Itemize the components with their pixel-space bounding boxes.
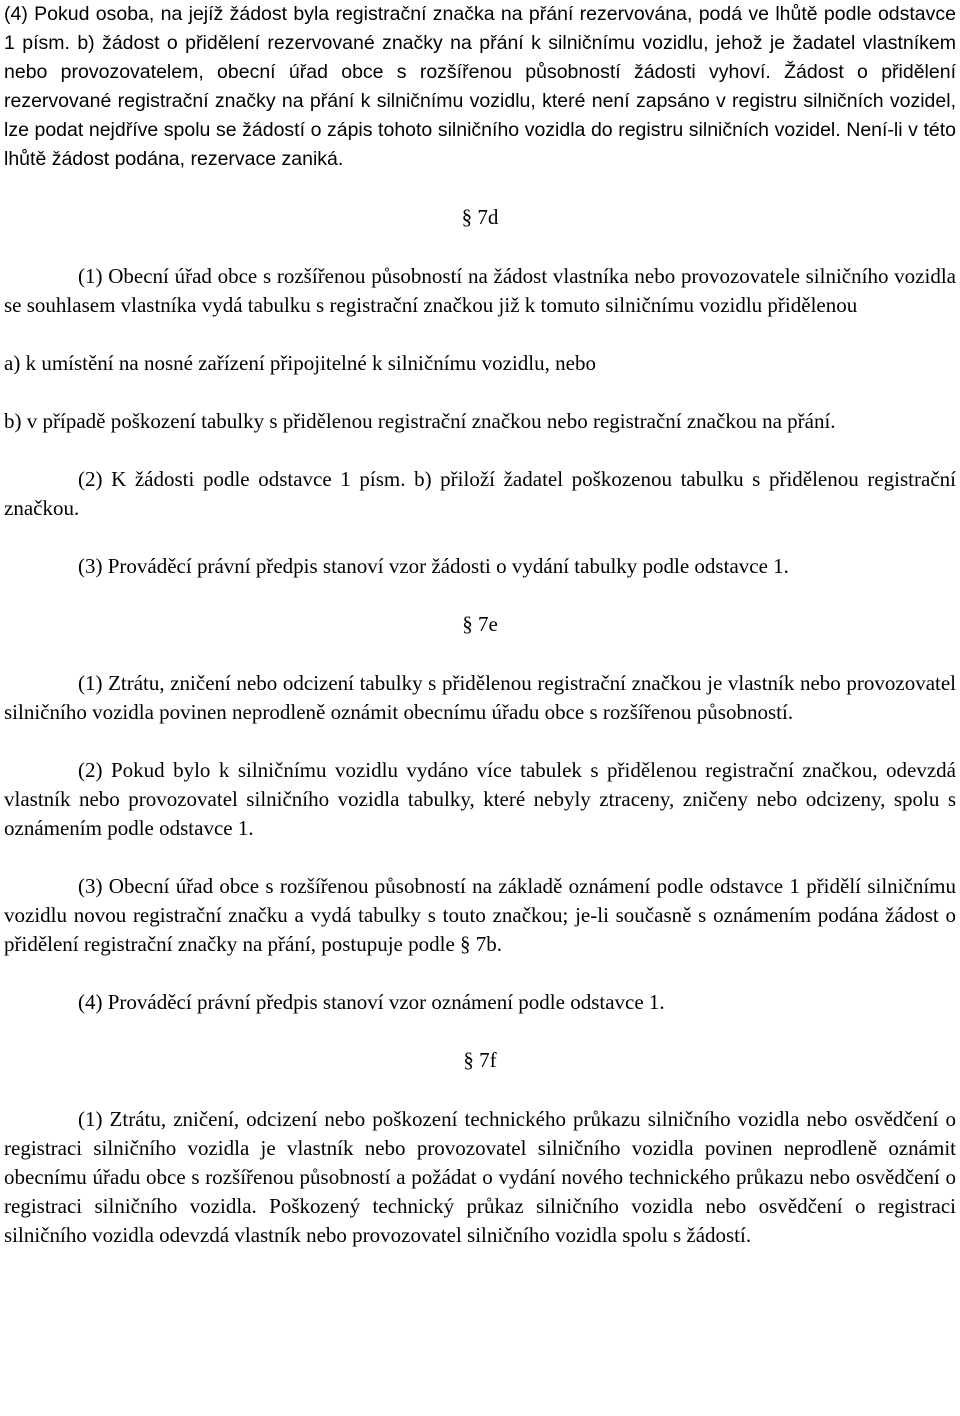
section-7f-paragraph-1: (1) Ztrátu, zničení, odcizení nebo poškození technického průkazu silničního vozidla nebo osvědčení o registraci silničního vozidla je vlastník nebo provozovatel silničního vozidla povinen neprodleně oznámit obecnímu úřadu obce s rozšířenou působností a požádat o vydání nového technického průkazu nebo osvědčení o registraci silničního vozidla. Poškozený technický průkaz silničního vozidla nebo osvědčení o registraci silničního vozidla odevzdá vlastník nebo provozovatel silničního vozidla spolu s žádostí.: [4, 1107, 956, 1247]
section-7e-paragraph-1: (1) Ztrátu, zničení nebo odcizení tabulky s přidělenou registrační značkou je vlastník nebo provozovatel silničního vozidla povinen neprodleně oznámit obecnímu úřadu obce s rozšířenou působností.: [4, 671, 956, 724]
document-page: [4, 0, 956, 1250]
section-heading-7e: § 7e: [462, 612, 498, 636]
section-7d-item-a: a) k umístění na nosné zařízení připojitelné k silničnímu vozidlu, nebo: [4, 351, 596, 375]
section-7d-paragraph-3: (3) Prováděcí právní předpis stanoví vzor žádosti o vydání tabulky podle odstavce 1.: [78, 554, 789, 578]
section-7d-paragraph-2: (2) K žádosti podle odstavce 1 písm. b) přiloží žadatel poškozenou tabulku s přidělenou registrační značkou.: [4, 467, 956, 520]
section-7e-paragraph-4: (4) Prováděcí právní předpis stanoví vzor oznámení podle odstavce 1.: [78, 990, 665, 1014]
section-7e-paragraph-2: (2) Pokud bylo k silničnímu vozidlu vydáno více tabulek s přidělenou registrační značkou, odevzdá vlastník nebo provozovatel silničního vozidla tabulky, které nebyly ztraceny, zničeny nebo odcizeny, spolu s oznámením podle odstavce 1.: [4, 758, 956, 840]
intro-paragraph: (4) Pokud osoba, na jejíž žádost byla registrační značka na přání rezervována, podá ve lhůtě podle odstavce 1 písm. b) žádost o přidělení rezervované značky na přání k silničnímu vozidlu, jehož je žadatel vlastníkem nebo provozovatelem, obecní úřad obce s rozšířenou působností žádosti vyhoví. Žádost o přidělení rezervované registrační značky na přání k silničnímu vozidlu, které není zapsáno v registru silničních vozidel, lze podat nejdříve spolu se žádostí o zápis tohoto silničního vozidla do registru silničních vozidel. Není-li v této lhůtě žádost podána, rezervace zaniká.: [4, 3, 956, 170]
section-heading-7f: § 7f: [463, 1048, 497, 1072]
section-7e-paragraph-3: (3) Obecní úřad obce s rozšířenou působností na základě oznámení podle odstavce 1 přidělí silničnímu vozidlu novou registrační značku a vydá tabulky s touto značkou; je-li současně s oznámením podána žádost o přidělení registrační značky na přání, postupuje podle § 7b.: [4, 874, 956, 956]
section-heading-7d: § 7d: [461, 205, 499, 229]
section-7d-item-b: b) v případě poškození tabulky s přidělenou registrační značkou nebo registrační značkou na přání.: [4, 409, 836, 433]
section-7d-paragraph-1: (1) Obecní úřad obce s rozšířenou působností na žádost vlastníka nebo provozovatele silničního vozidla se souhlasem vlastníka vydá tabulku s registrační značkou již k tomuto silničnímu vozidlu přidělenou: [4, 264, 956, 317]
